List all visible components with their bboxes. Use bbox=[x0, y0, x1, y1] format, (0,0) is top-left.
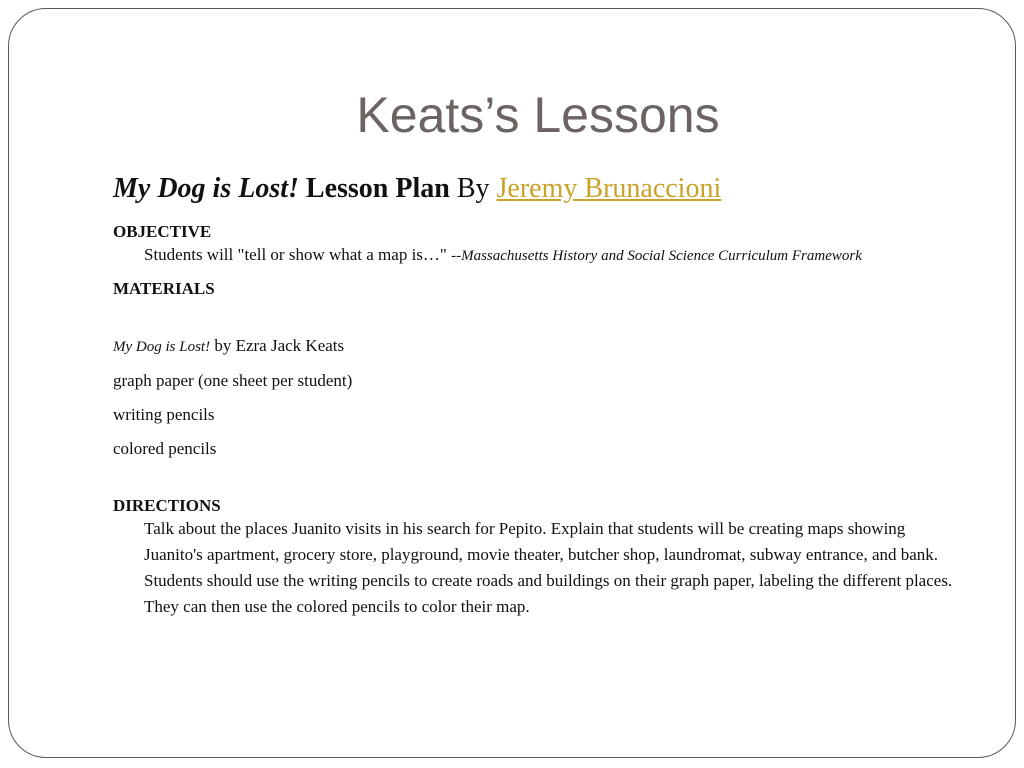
directions-heading: DIRECTIONS bbox=[113, 496, 221, 515]
objective-heading: OBJECTIVE bbox=[113, 222, 212, 241]
materials-book-author: by Ezra Jack Keats bbox=[214, 336, 345, 355]
materials-item: colored pencils bbox=[113, 439, 217, 458]
materials-heading: MATERIALS bbox=[113, 279, 215, 298]
lesson-plan-label: Lesson Plan bbox=[305, 173, 450, 204]
lesson-heading bbox=[113, 170, 993, 208]
lesson-by-label: By bbox=[456, 173, 490, 204]
objective-text: Students will "tell or show what a map is…" bbox=[144, 245, 447, 264]
directions-body: Talk about the places Juanito visits in his search for Pepito. Explain that students will be creating maps showing Juanito's apartment, grocery store, playground, movie theater, butcher shop, laundromat, subway entrance, and bank. Students should use the writing pencils to create roads and buildings on their graph paper, labeling the different places. They can then use the colored pencils to color their map. bbox=[144, 519, 953, 616]
slide-content bbox=[113, 170, 993, 620]
lesson-book-title: My Dog is Lost! bbox=[113, 173, 299, 204]
materials-book-title: My Dog is Lost! bbox=[113, 339, 211, 355]
materials-book bbox=[113, 335, 993, 358]
materials-item: writing pencils bbox=[113, 405, 215, 424]
author-link[interactable]: Jeremy Brunaccioni bbox=[496, 173, 722, 204]
slide-title: Keats’s Lessons bbox=[356, 87, 720, 143]
materials-item: graph paper (one sheet per student) bbox=[113, 371, 353, 390]
objective-citation: --Massachusetts History and Social Science Curriculum Framework bbox=[451, 248, 862, 264]
objective-body bbox=[113, 242, 993, 269]
